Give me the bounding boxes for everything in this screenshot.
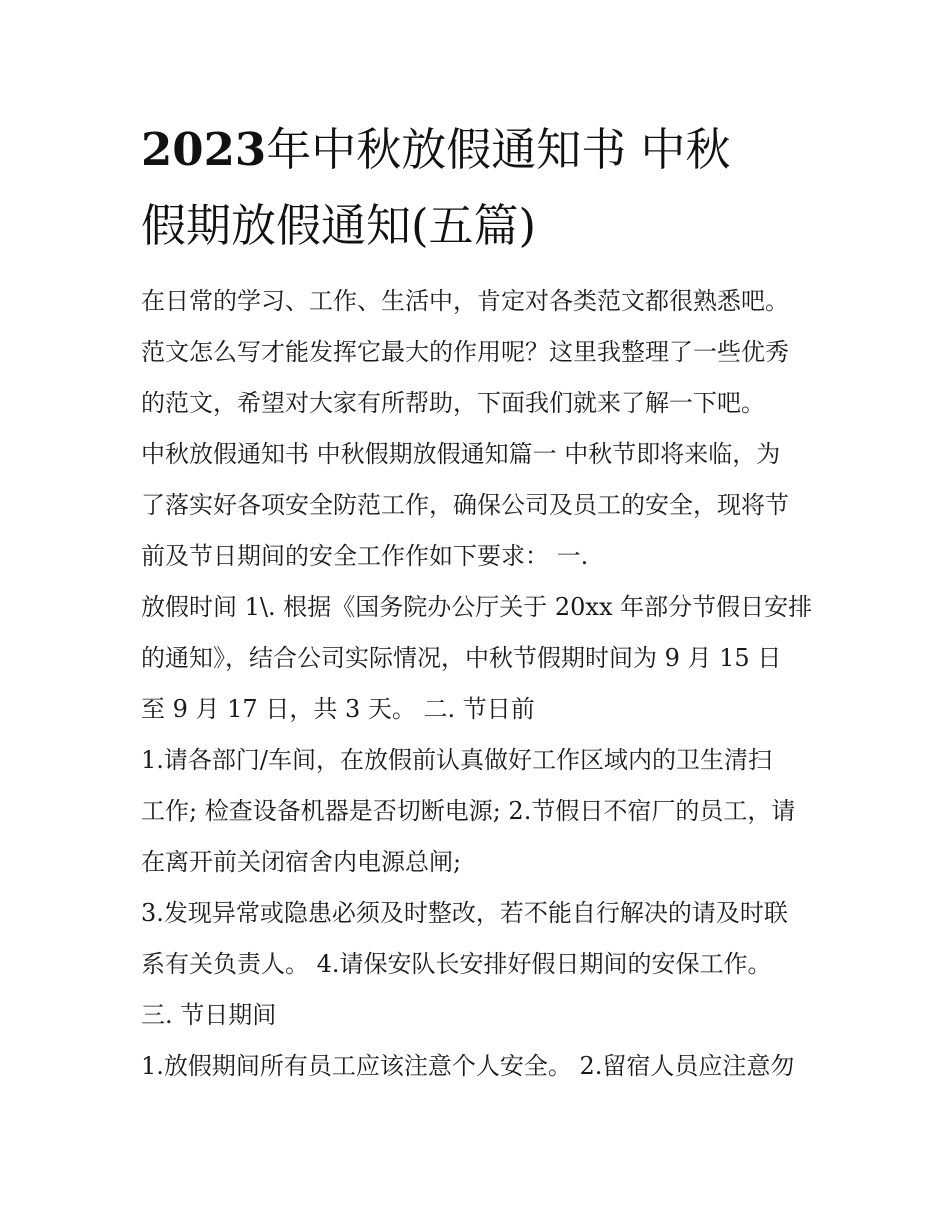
title-line-1-text: 年中秋放假通知书 中秋 xyxy=(266,123,731,176)
body-line-16: 1.放假期间所有员工应该注意个人安全。 2.留宿人员应注意勿 xyxy=(141,1052,795,1080)
body-line-1: 在日常的学习、工作、生活中，肯定对各类范文都很熟悉吧。 xyxy=(141,287,789,315)
body-line-13: 3.发现异常或隐患必须及时整改，若不能自行解决的请及时联 xyxy=(141,899,788,927)
body-line-6: 前及节日期间的安全工作作如下要求： 一. xyxy=(141,542,589,570)
body-line-8: 的通知》，结合公司实际情况，中秋节假期时间为 9 月 15 日 xyxy=(141,644,782,672)
document-body xyxy=(141,276,841,1092)
body-line-10: 1.请各部门/车间，在放假前认真做好工作区域内的卫生清扫 xyxy=(141,746,772,774)
body-line-11: 工作; 检查设备机器是否切断电源; 2.节假日不宿厂的员工，请 xyxy=(141,797,796,825)
body-line-14: 系有关负责人。 4.请保安队长安排好假日期间的安保工作。 xyxy=(141,950,772,978)
body-line-3: 的范文，希望对大家有所帮助，下面我们就来了解一下吧。 xyxy=(141,389,765,417)
body-line-9: 至 9 月 17 日，共 3 天。 二. 节日前 xyxy=(141,695,535,723)
body-line-2: 范文怎么写才能发挥它最大的作用呢？这里我整理了一些优秀 xyxy=(141,338,789,366)
body-line-5: 了落实好各项安全防范工作，确保公司及员工的安全，现将节 xyxy=(141,491,789,519)
body-line-12: 在离开前关闭宿舍内电源总闸; xyxy=(141,848,462,876)
title-line-2: 假期放假通知(五篇) xyxy=(141,199,537,252)
body-line-4: 中秋放假通知书 中秋假期放假通知篇一 中秋节即将来临，为 xyxy=(141,440,781,468)
body-line-7: 放假时间 1\. 根据《国务院办公厅关于 20xx 年部分节假日安排 xyxy=(141,593,813,621)
body-line-15: 三. 节日期间 xyxy=(141,1001,277,1029)
document-title xyxy=(141,112,821,264)
title-year: 2023 xyxy=(141,123,267,176)
title-line-1 xyxy=(141,123,731,176)
